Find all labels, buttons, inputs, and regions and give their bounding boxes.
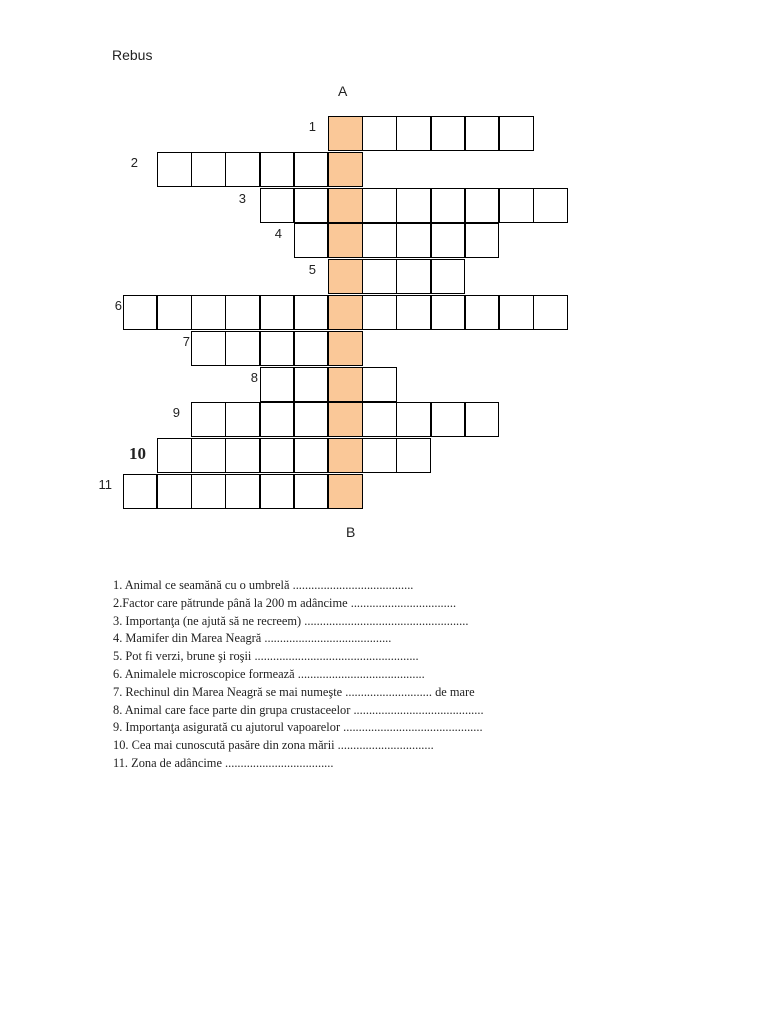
grid-cell[interactable] (260, 438, 295, 473)
grid-cell[interactable] (362, 188, 397, 223)
grid-cell[interactable] (294, 474, 329, 509)
clue-2: 2.Factor care pătrunde până la 200 m adâncime .................................. (113, 595, 457, 610)
grid-cell[interactable] (396, 295, 431, 330)
row-number-5: 5 (308, 262, 316, 278)
grid-cell[interactable] (533, 295, 568, 330)
key-cell[interactable] (328, 116, 363, 151)
grid-cell[interactable] (396, 188, 431, 223)
clue-11: 11. Zona de adâncime ................................... (113, 755, 334, 770)
grid-cell[interactable] (396, 402, 431, 437)
grid-cell[interactable] (431, 188, 466, 223)
clue-1: 1. Animal ce seamănă cu o umbrelă ....................................... (113, 578, 414, 592)
key-cell[interactable] (328, 474, 363, 509)
column-marker-top: A (338, 83, 348, 99)
grid-cell[interactable] (225, 438, 260, 473)
grid-cell[interactable] (362, 116, 397, 151)
grid-cell[interactable] (396, 223, 431, 258)
grid-cell[interactable] (260, 331, 295, 366)
grid-cell[interactable] (191, 438, 226, 473)
grid-cell[interactable] (191, 474, 226, 509)
grid-cell[interactable] (191, 331, 226, 366)
row-number-8: 8 (250, 369, 258, 385)
grid-cell[interactable] (362, 438, 397, 473)
grid-cell[interactable] (465, 116, 500, 151)
grid-cell[interactable] (191, 152, 226, 187)
grid-cell[interactable] (465, 188, 500, 223)
grid-cell[interactable] (260, 188, 295, 223)
key-cell[interactable] (328, 438, 363, 473)
grid-cell[interactable] (396, 438, 431, 473)
page-title: Rebus (112, 47, 153, 63)
grid-cell[interactable] (431, 223, 466, 258)
grid-cell[interactable] (396, 116, 431, 151)
grid-cell[interactable] (157, 474, 192, 509)
grid-cell[interactable] (499, 116, 534, 151)
grid-cell[interactable] (191, 402, 226, 437)
clue-4: 4. Mamifer din Marea Neagră ......................................... (113, 631, 392, 646)
row-number-7: 7 (182, 333, 190, 349)
grid-cell[interactable] (260, 295, 295, 330)
grid-cell[interactable] (260, 152, 295, 187)
grid-cell[interactable] (123, 295, 158, 330)
grid-cell[interactable] (465, 402, 500, 437)
grid-cell[interactable] (431, 116, 466, 151)
key-cell[interactable] (328, 331, 363, 366)
grid-cell[interactable] (225, 152, 260, 187)
clue-10: 10. Cea mai cunoscută pasăre din zona mării ............................... (113, 738, 434, 753)
clue-7: 7. Rechinul din Marea Neagră se mai numeşte ............................ de mare (113, 684, 475, 699)
clue-5: 5. Pot fi verzi, brune şi roşii ..................................................... (113, 649, 419, 664)
key-cell[interactable] (328, 188, 363, 223)
grid-cell[interactable] (431, 295, 466, 330)
grid-cell[interactable] (362, 223, 397, 258)
row-number-2: 2 (130, 154, 138, 170)
row-number-3: 3 (238, 190, 246, 206)
grid-cell[interactable] (465, 223, 500, 258)
grid-cell[interactable] (294, 367, 329, 402)
key-cell[interactable] (328, 367, 363, 402)
grid-cell[interactable] (362, 367, 397, 402)
key-cell[interactable] (328, 259, 363, 294)
grid-cell[interactable] (191, 295, 226, 330)
key-cell[interactable] (328, 223, 363, 258)
grid-cell[interactable] (260, 474, 295, 509)
grid-cell[interactable] (260, 367, 295, 402)
row-number-11: 11 (98, 477, 112, 492)
grid-cell[interactable] (362, 402, 397, 437)
grid-cell[interactable] (294, 402, 329, 437)
clue-list (113, 577, 673, 773)
grid-cell[interactable] (260, 402, 295, 437)
grid-cell[interactable] (396, 259, 431, 294)
grid-cell[interactable] (225, 295, 260, 330)
grid-cell[interactable] (294, 188, 329, 223)
grid-cell[interactable] (362, 295, 397, 330)
row-number-4: 4 (274, 226, 282, 242)
clue-6: 6. Animalele microscopice formează ......................................... (113, 666, 425, 681)
clue-9: 9. Importanţa asigurată cu ajutorul vapoarelor ............................................. (113, 720, 483, 735)
grid-cell[interactable] (157, 438, 192, 473)
grid-cell[interactable] (294, 223, 329, 258)
grid-cell[interactable] (499, 188, 534, 223)
grid-cell[interactable] (157, 295, 192, 330)
grid-cell[interactable] (431, 402, 466, 437)
clue-8: 8. Animal care face parte din grupa crustaceelor .......................................... (113, 702, 484, 717)
grid-cell[interactable] (533, 188, 568, 223)
grid-cell[interactable] (225, 402, 260, 437)
grid-cell[interactable] (294, 295, 329, 330)
grid-cell[interactable] (362, 259, 397, 294)
grid-cell[interactable] (225, 474, 260, 509)
grid-cell[interactable] (294, 152, 329, 187)
grid-cell[interactable] (294, 438, 329, 473)
grid-cell[interactable] (465, 295, 500, 330)
grid-cell[interactable] (294, 331, 329, 366)
row-number-10: 10 (129, 444, 146, 464)
grid-cell[interactable] (225, 331, 260, 366)
grid-cell[interactable] (123, 474, 158, 509)
clue-3: 3. Importanţa (ne ajută să ne recreem) ..................................................... (113, 613, 469, 628)
column-marker-bottom: B (346, 524, 356, 540)
grid-cell[interactable] (499, 295, 534, 330)
row-number-9: 9 (172, 405, 180, 421)
row-number-6: 6 (114, 298, 122, 313)
key-cell[interactable] (328, 295, 363, 330)
grid-cell[interactable] (431, 259, 466, 294)
key-cell[interactable] (328, 152, 363, 187)
row-number-1: 1 (308, 119, 316, 134)
grid-cell[interactable] (157, 152, 192, 187)
key-cell[interactable] (328, 402, 363, 437)
